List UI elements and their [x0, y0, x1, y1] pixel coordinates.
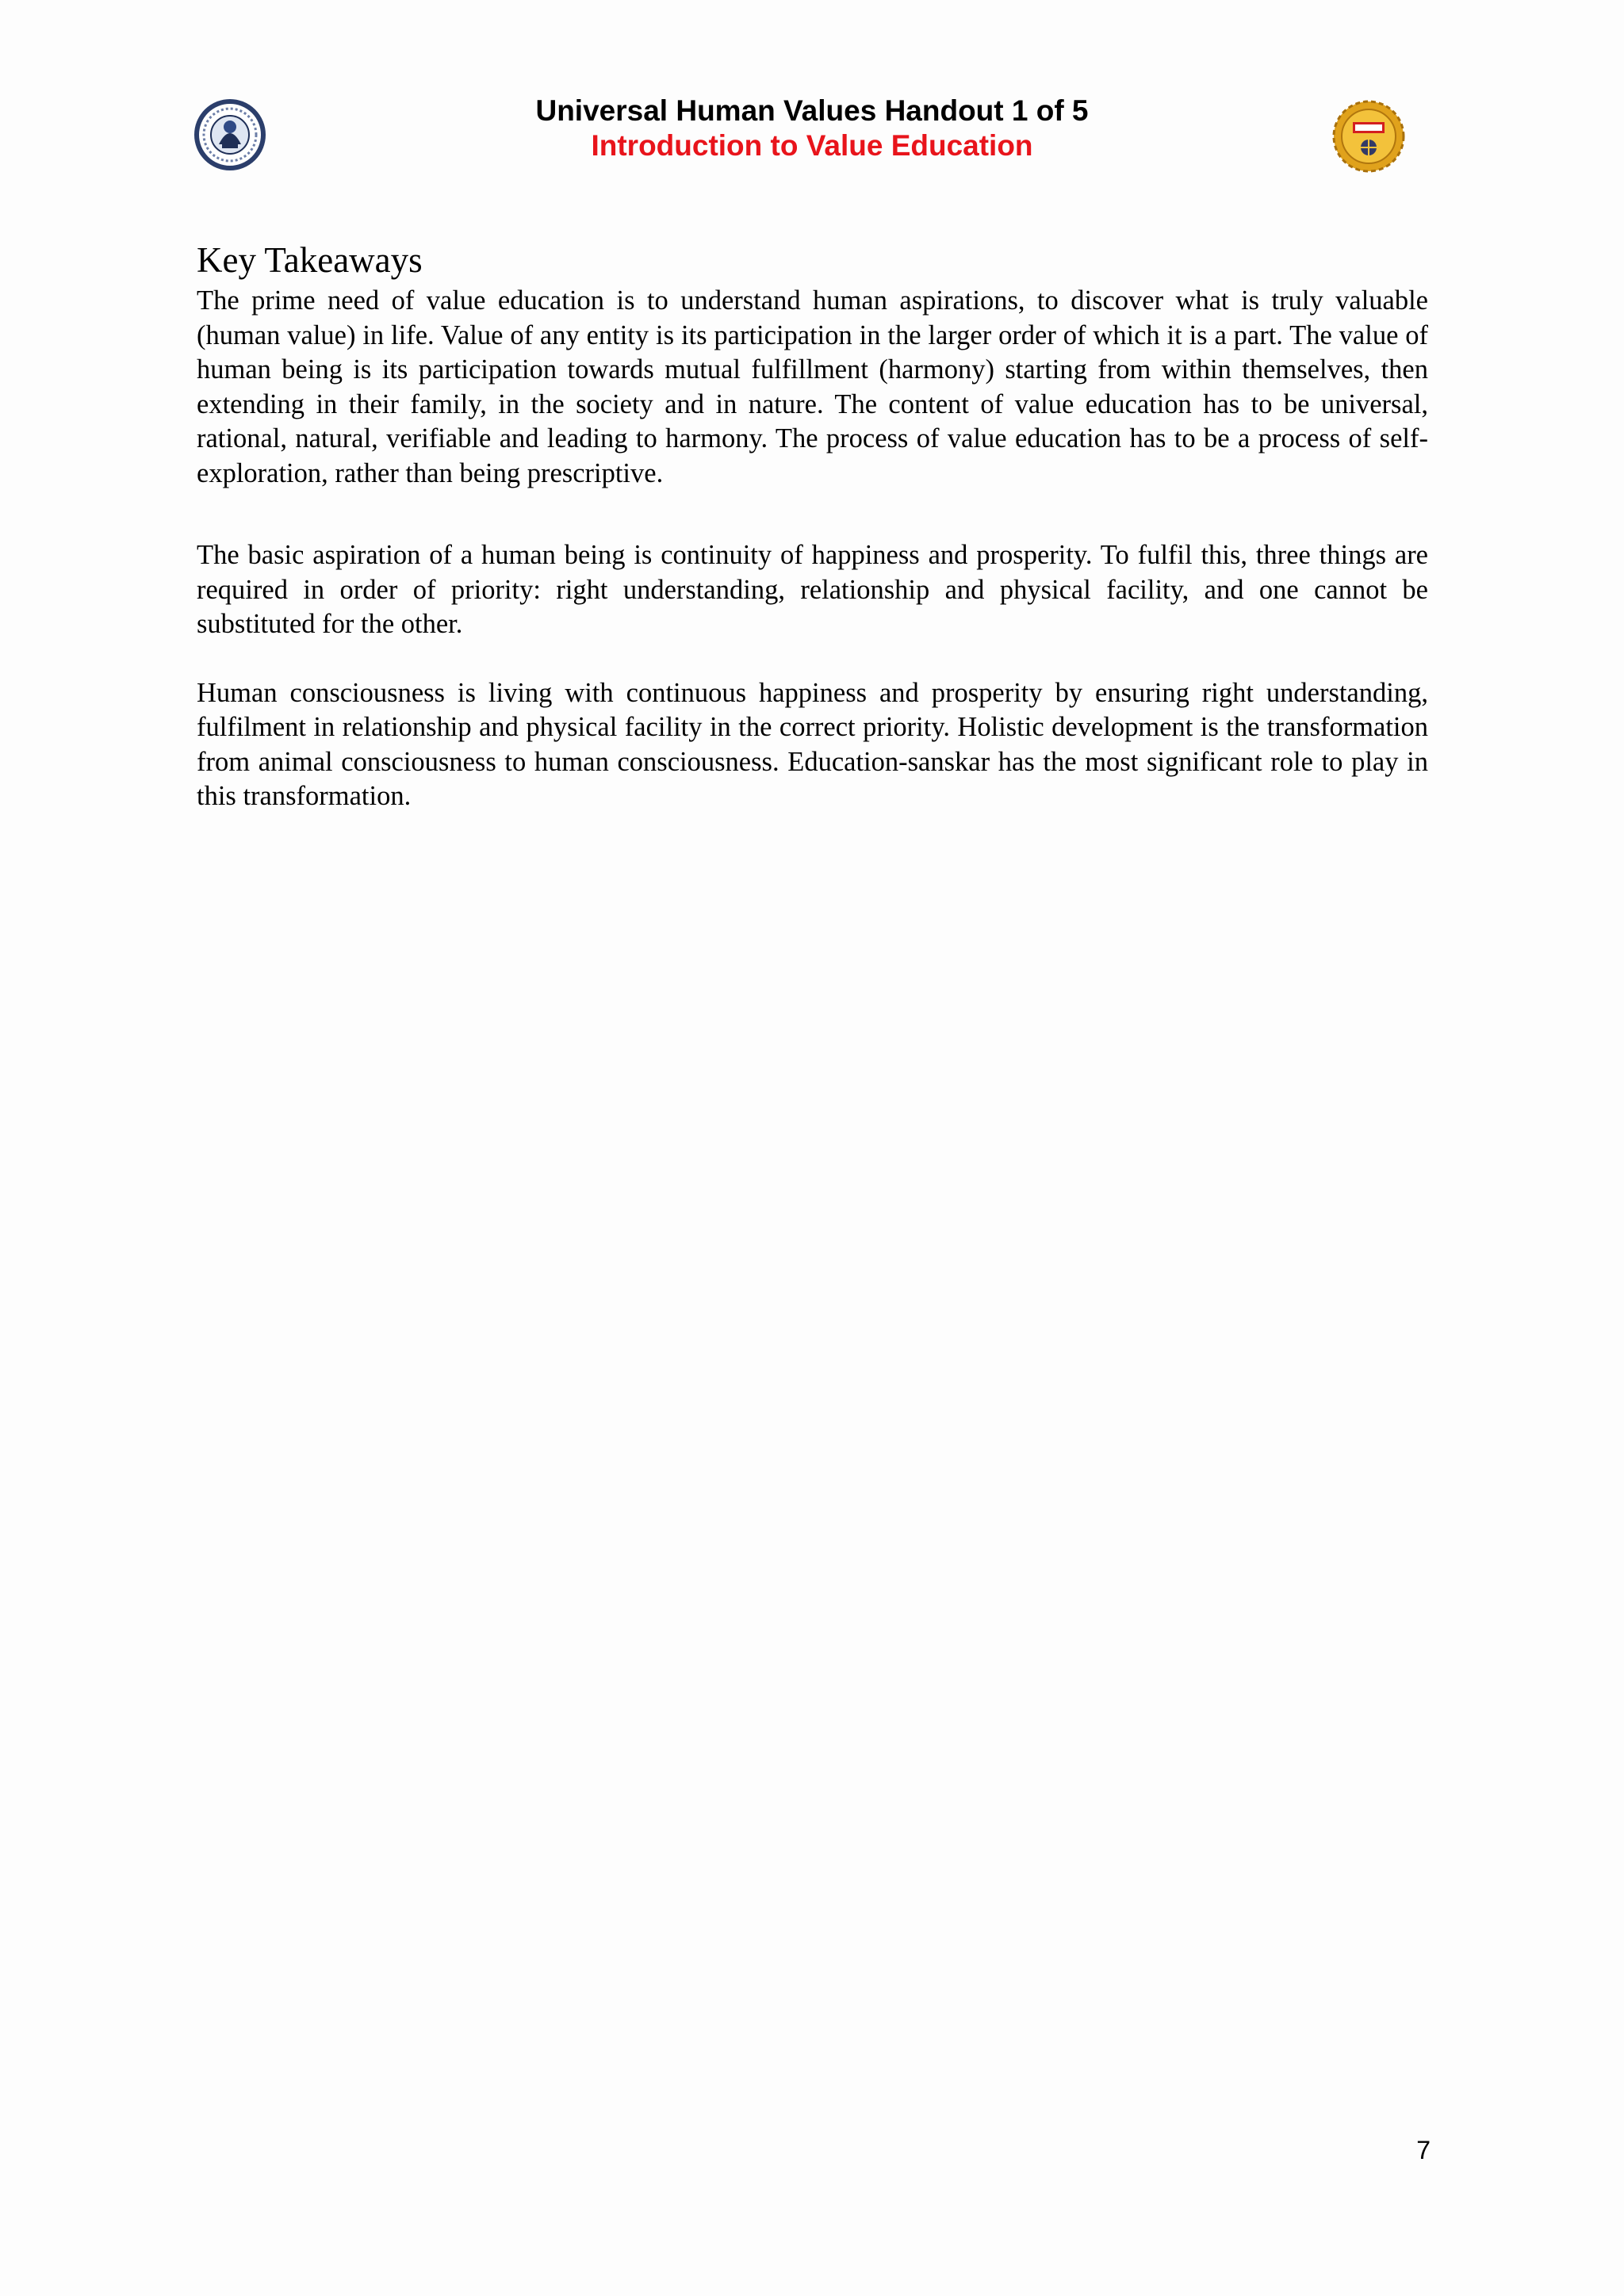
paragraph-3: Human consciousness is living with continuous happiness and prosperity by ensuring right understanding, fulfilment in relationship and physical facility in the correct priority. Holistic development is the transformation from animal consciousness to human consciousness. Education-sanskar has the most significant role to play in this transformation. [197, 677, 1428, 811]
main-content [197, 236, 1428, 814]
section-heading: Key Takeaways [197, 240, 423, 280]
paragraph-1: The prime need of value education is to understand human aspirations, to discover what is truly valuable (human value) in life. Value of any entity is its participation in the larger order of which it is a part. The value of human being is its participation towards mutual fulfillment (harmony) starting from within themselves, then extending in their family, in the society and in nature. The content of value education has to be universal, rational, natural, verifiable and leading to harmony. The process of value education has to be a process of self-exploration, rather than being prescriptive. [197, 285, 1428, 488]
institute-gear-emblem-icon [1331, 98, 1407, 174]
page-number: 7 [1416, 2136, 1431, 2164]
paragraph-2: The basic aspiration of a human being is continuity of happiness and prosperity. To fulfil this, three things are required in order of priority: right understanding, relationship and physical facility, and one cannot be substituted for the other. [197, 540, 1428, 639]
handout-title: Universal Human Values Handout 1 of 5 [535, 94, 1089, 127]
handout-subtitle: Introduction to Value Education [591, 129, 1033, 162]
